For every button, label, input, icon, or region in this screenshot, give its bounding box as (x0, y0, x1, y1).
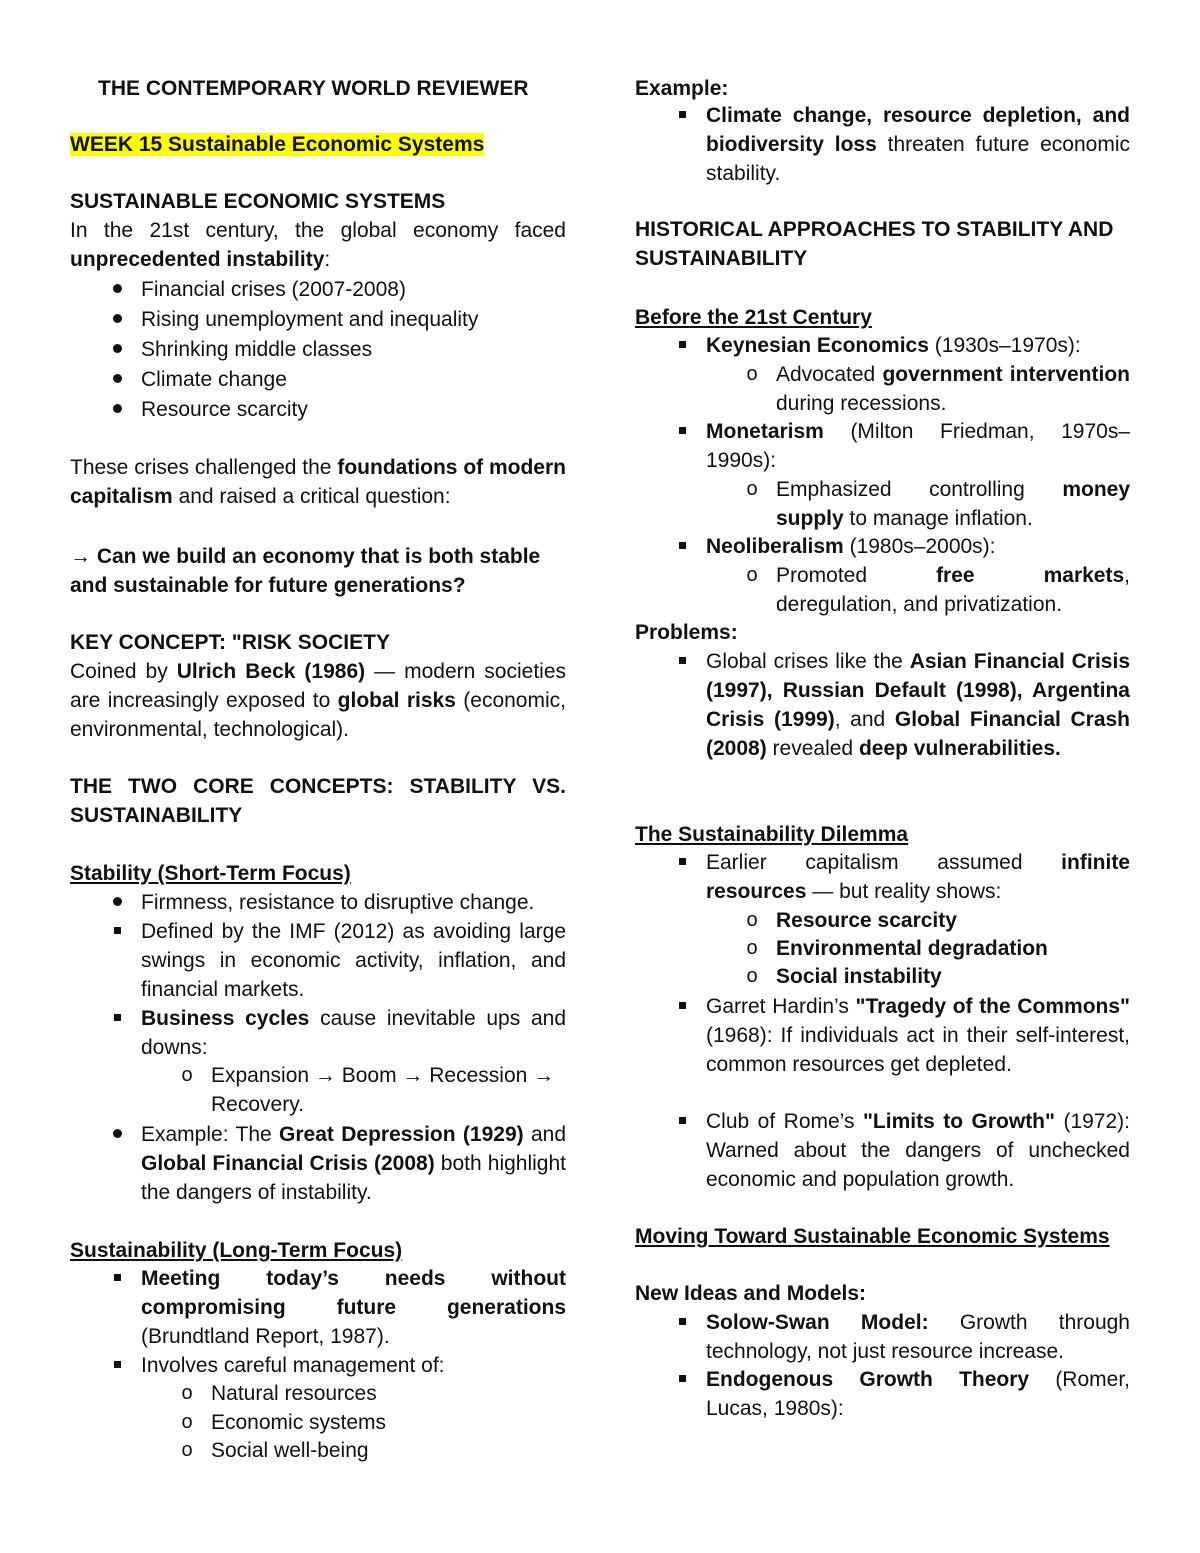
example-label: Example: (635, 77, 729, 100)
intro-paragraph: In the 21st century, the global economy faced unprecedented instability: (70, 219, 566, 271)
list-item: Neoliberalism (1980s–2000s): (706, 532, 1130, 561)
circle-bullet-icon: o (181, 1411, 193, 1433)
circle-bullet-icon: o (746, 478, 758, 500)
circle-bullet-icon: o (746, 937, 758, 959)
list-subitem: o Advocated government intervention during recessions. (776, 360, 1130, 418)
list-item: Endogenous Growth Theory (Romer, Lucas, 1980s): (706, 1365, 1130, 1423)
list-item: Defined by the IMF (2012) as avoiding large swings in economic activity, inflation, and financial markets. (141, 917, 566, 1004)
bullet-icon (672, 848, 692, 877)
list-item: Meeting today’s needs without compromising future generations (Brundtland Report, 1987). (141, 1264, 566, 1351)
bullet-icon (672, 1308, 692, 1337)
challenge-paragraph: These crises challenged the foundations of modern capitalism and raised a critical question: (70, 456, 566, 508)
list-item: Global crises like the Asian Financial Crisis (1997), Russian Default (1998), Argentina Crisis (1999), and Global Financial Crash (2008) revealed deep vulnerabilities. (706, 647, 1130, 763)
list-item: Club of Rome’s "Limits to Growth" (1972): Warned about the dangers of unchecked economic and population growth. (706, 1107, 1130, 1194)
list-subitem: o Environmental degradation (776, 934, 1130, 963)
list-item: Monetarism (Milton Friedman, 1970s–1990s): (706, 417, 1130, 475)
list-item: Rising unemployment and inequality (141, 305, 566, 334)
list-item: Shrinking middle classes (141, 335, 566, 364)
subheading-moving-toward: Moving Toward Sustainable Economic Systems (635, 1225, 1110, 1248)
bullet-icon (672, 1107, 692, 1136)
list-item: Business cycles cause inevitable ups and downs: (141, 1004, 566, 1062)
section-heading-two-core-concepts: THE TWO CORE CONCEPTS: STABILITY VS. SUSTAINABILITY (70, 775, 566, 827)
bullet-icon (107, 888, 127, 917)
bullet-icon (107, 1120, 127, 1149)
list-item: Financial crises (2007-2008) (141, 275, 566, 304)
problems-label: Problems: (635, 621, 738, 644)
document-title: THE CONTEMPORARY WORLD REVIEWER (98, 77, 529, 100)
section-heading-historical: HISTORICAL APPROACHES TO STABILITY AND SUSTAINABILITY (635, 218, 1114, 270)
bullet-icon (107, 1351, 127, 1380)
section-heading-sustainable-systems: SUSTAINABLE ECONOMIC SYSTEMS (70, 190, 446, 213)
bullet-icon (107, 1264, 127, 1293)
section-heading-risk-society: KEY CONCEPT: "RISK SOCIETY (70, 631, 390, 654)
bullet-icon (107, 395, 127, 424)
bullet-icon (107, 917, 127, 946)
bullet-icon (107, 1004, 127, 1033)
subheading-sustainability: Sustainability (Long-Term Focus) (70, 1239, 403, 1262)
bullet-icon (672, 101, 692, 130)
circle-bullet-icon: o (746, 564, 758, 586)
circle-bullet-icon: o (746, 363, 758, 385)
bullet-icon (107, 275, 127, 304)
list-item: Involves careful management of: (141, 1351, 566, 1380)
list-subitem: o Emphasized controlling money supply to manage inflation. (776, 475, 1130, 533)
list-item: Climate change, resource depletion, and biodiversity loss threaten future economic stability. (706, 101, 1130, 188)
list-item: Earlier capitalism assumed infinite resources — but reality shows: (706, 848, 1130, 906)
circle-bullet-icon: o (181, 1064, 193, 1086)
bullet-icon (107, 335, 127, 364)
bullet-icon (672, 417, 692, 446)
risk-society-paragraph: Coined by Ulrich Beck (1986) — modern societies are increasingly exposed to global risks (economic, environmental, technological). (70, 660, 567, 741)
list-subitem: o Natural resources (211, 1379, 566, 1408)
subheading-sustainability-dilemma: The Sustainability Dilemma (635, 823, 909, 846)
list-item: Keynesian Economics (1930s–1970s): (706, 331, 1130, 360)
subheading-stability: Stability (Short-Term Focus) (70, 862, 351, 885)
list-subitem: o Social instability (776, 962, 1130, 991)
bullet-icon (672, 1365, 692, 1394)
week-heading: WEEK 15 Sustainable Economic Systems (70, 133, 485, 156)
circle-bullet-icon: o (746, 909, 758, 931)
list-subitem: o Promoted free markets, deregulation, and privatization. (776, 561, 1130, 619)
list-item: Example: The Great Depression (1929) and Global Financial Crisis (2008) both highlight the dangers of instability. (141, 1120, 566, 1207)
subheading-before-21st: Before the 21st Century (635, 306, 872, 329)
bullet-icon (107, 365, 127, 394)
list-item: Firmness, resistance to disruptive change. (141, 888, 566, 917)
list-item: Garret Hardin’s "Tragedy of the Commons" (1968): If individuals act in their self-interest, common resources get depleted. (706, 992, 1130, 1079)
circle-bullet-icon: o (181, 1439, 193, 1461)
bullet-icon (672, 647, 692, 676)
list-subitem: o Expansion → Boom → Recession → Recovery. (211, 1061, 566, 1119)
circle-bullet-icon: o (746, 965, 758, 987)
list-subitem: o Economic systems (211, 1408, 566, 1437)
bullet-icon (672, 992, 692, 1021)
key-question: → Can we build an economy that is both stable and sustainable for future generations? (70, 545, 541, 597)
new-ideas-label: New Ideas and Models: (635, 1282, 867, 1305)
list-subitem: o Social well-being (211, 1436, 566, 1465)
circle-bullet-icon: o (181, 1382, 193, 1404)
list-item: Solow-Swan Model: Growth through technology, not just resource increase. (706, 1308, 1130, 1366)
bullet-icon (107, 305, 127, 334)
list-item: Resource scarcity (141, 395, 566, 424)
list-item: Climate change (141, 365, 566, 394)
bullet-icon (672, 532, 692, 561)
bullet-icon (672, 331, 692, 360)
list-subitem: o Resource scarcity (776, 906, 1130, 935)
